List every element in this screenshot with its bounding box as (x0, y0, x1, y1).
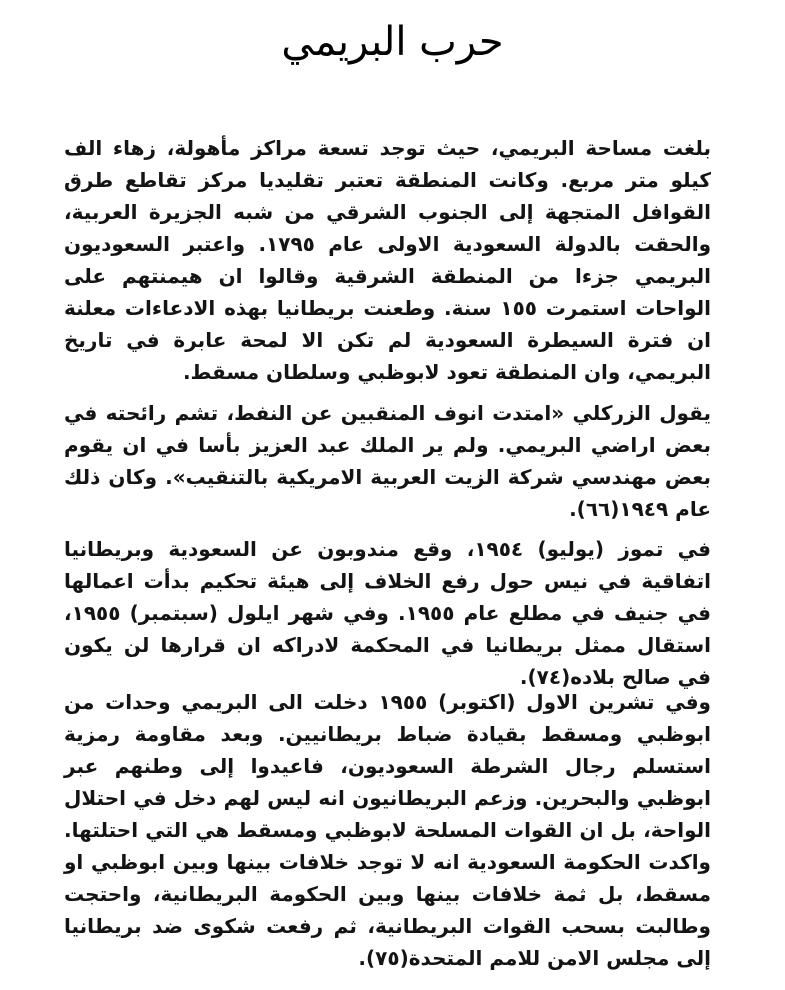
paragraph-oil-exploration: يقول الزركلي «امتدت انوف المنقبين عن النفط، تشم رائحته في بعض اراضي البريمي. ولم ير الملك عبد العزيز بأسا في ان يقوم بعض مهندسي شركة الزيت العربية الامريكية بالتنقيب». وكان ذلك عام ١٩٤٩(٦٦). (64, 401, 711, 521)
paragraph-occupation: وفي تشرين الاول (اكتوبر) ١٩٥٥ دخلت الى البريمي وحدات من ابوظبي ومسقط بقيادة ضباط بريطانيين. وبعد مقاومة رمزية استسلم رجال الشرطة السعوديون، فاعيدوا إلى وطنهم عبر ابوظبي والبحرين. وزعم البريطانيون انه ليس لهم دخل في احتلال الواحة، بل ان القوات المسلحة لابوظبي ومسقط هي التي احتلتها. واكدت الحكومة السعودية انه لا توجد خلافات بينها وبين ابوظبي او مسقط، بل ثمة خلافات بينها وبين الحكومة البريطانية، واحتجت وطالبت بسحب القوات البريطانية، ثم رفعت شكوى ضد بريطانيا إلى مجلس الامن للامم المتحدة(٧٥). (64, 690, 711, 970)
paragraph-area-description: بلغت مساحة البريمي، حيث توجد تسعة مراكز مأهولة، زهاء الف كيلو متر مربع. وكانت المنطقة تعتبر تقليديا مركز تقاطع طرق القوافل المتجهة إلى الجنوب الشرقي من شبه الجزيرة العربية، والحقت بالدولة السعودية الاولى عام ١٧٩٥. واعتبر السعوديون البريمي جزءا من المنطقة الشرقية وقالوا ان هيمنتهم على الواحات استمرت ١٥٥ سنة. وطعنت بريطانيا بهذه الادعاءات معلنة ان فترة السيطرة السعودية لم تكن الا لمحة عابرة في تاريخ البريمي، وان المنطقة تعود لابوظبي وسلطان مسقط. (64, 136, 711, 384)
paragraph-arbitration: في تموز (يوليو) ١٩٥٤، وقع مندوبون عن السعودية وبريطانيا اتفاقية في نيس حول رفع الخلاف إلى هيئة تحكيم بدأت اعمالها في جنيف في مطلع عام ١٩٥٥. وفي شهر ايلول (سبتمبر) ١٩٥٥، استقال ممثل بريطانيا في المحكمة لادراكه ان قرارها لن يكون في صالح بلاده(٧٤). (64, 537, 711, 689)
page-title: حرب البريمي (281, 19, 504, 65)
